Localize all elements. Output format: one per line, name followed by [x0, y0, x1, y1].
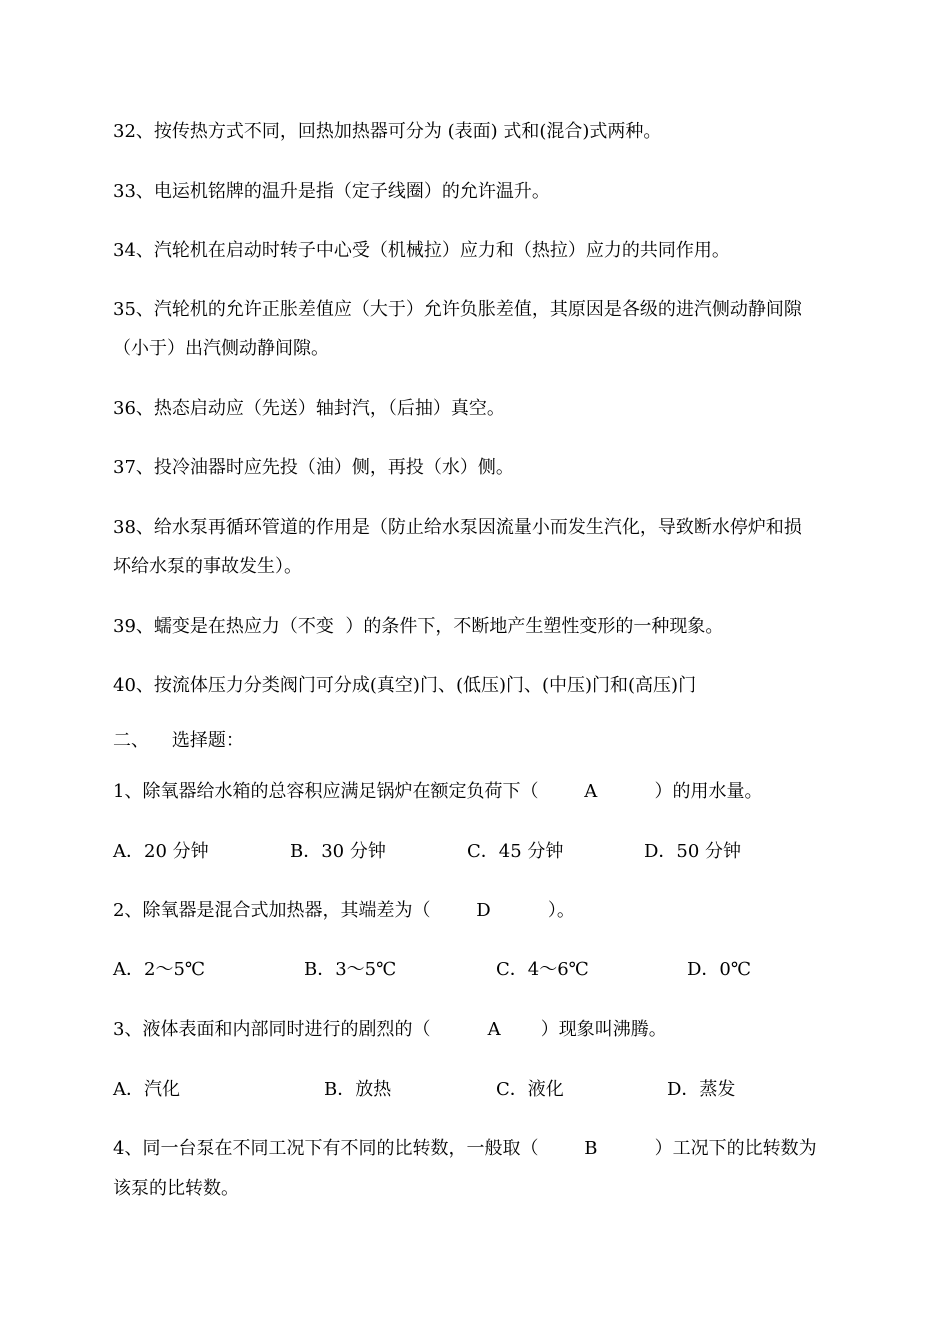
choice-question-1: 1、除氧器给水箱的总容积应满足锅炉在额定负荷下（ A ）的用水量。: [113, 781, 763, 802]
choice-2-option-a: A．2～5℃: [113, 959, 206, 980]
fill-item-38-line-1: 38、给水泵再循环管道的作用是（防止给水泵因流量小而发生汽化，导致断水停炉和损: [113, 517, 802, 538]
fill-item-37: 37、投冷油器时应先投（油）侧，再投（水）侧。: [113, 457, 514, 478]
fill-item-40: 40、按流体压力分类阀门可分成(真空)门、(低压)门、(中压)门和(高压)门: [113, 675, 697, 696]
fill-item-35-line-2: （小于）出汽侧动静间隙。: [113, 338, 329, 359]
fill-item-38-line-2: 坏给水泵的事故发生）。: [113, 556, 302, 577]
choice-3-option-b: B．放热: [324, 1079, 392, 1100]
fill-item-36: 36、热态启动应（先送）轴封汽，（后抽）真空。: [113, 398, 505, 419]
choice-2-option-b: B．3～5℃: [304, 959, 397, 980]
choice-question-4-line-1: 4、同一台泵在不同工况下有不同的比转数，一般取（ B ）工况下的比转数为: [113, 1138, 817, 1159]
choice-2-option-d: D．0℃: [687, 959, 752, 980]
choice-1-option-d: D．50 分钟: [644, 841, 742, 862]
fill-item-33: 33、电运机铭牌的温升是指（定子线圈）的允许温升。: [113, 181, 550, 202]
choice-1-option-c: C．45 分钟: [467, 841, 564, 862]
fill-item-32: 32、按传热方式不同，回热加热器可分为 (表面) 式和(混合)式两种。: [113, 121, 662, 142]
choice-question-3: 3、液体表面和内部同时进行的剧烈的（ A ）现象叫沸腾。: [113, 1019, 667, 1040]
choice-3-option-a: A．汽化: [113, 1079, 180, 1100]
section-heading: 二、 选择题：: [113, 730, 244, 751]
choice-1-option-a: A．20 分钟: [113, 841, 209, 862]
choice-question-4-line-2: 该泵的比转数。: [113, 1178, 239, 1199]
fill-item-35-line-1: 35、汽轮机的允许正胀差值应（大于）允许负胀差值，其原因是各级的进汽侧动静间隙: [113, 299, 802, 320]
choice-3-option-c: C．液化: [496, 1079, 564, 1100]
choice-3-option-d: D．蒸发: [667, 1079, 736, 1100]
fill-item-39: 39、蠕变是在热应力（不变 ）的条件下，不断地产生塑性变形的一种现象。: [113, 616, 724, 637]
choice-2-option-c: C．4～6℃: [496, 959, 589, 980]
choice-question-2: 2、除氧器是混合式加热器，其端差为（ D ）。: [113, 900, 575, 921]
fill-item-34: 34、汽轮机在启动时转子中心受（机械拉）应力和（热拉）应力的共同作用。: [113, 240, 730, 261]
choice-1-option-b: B．30 分钟: [290, 841, 386, 862]
